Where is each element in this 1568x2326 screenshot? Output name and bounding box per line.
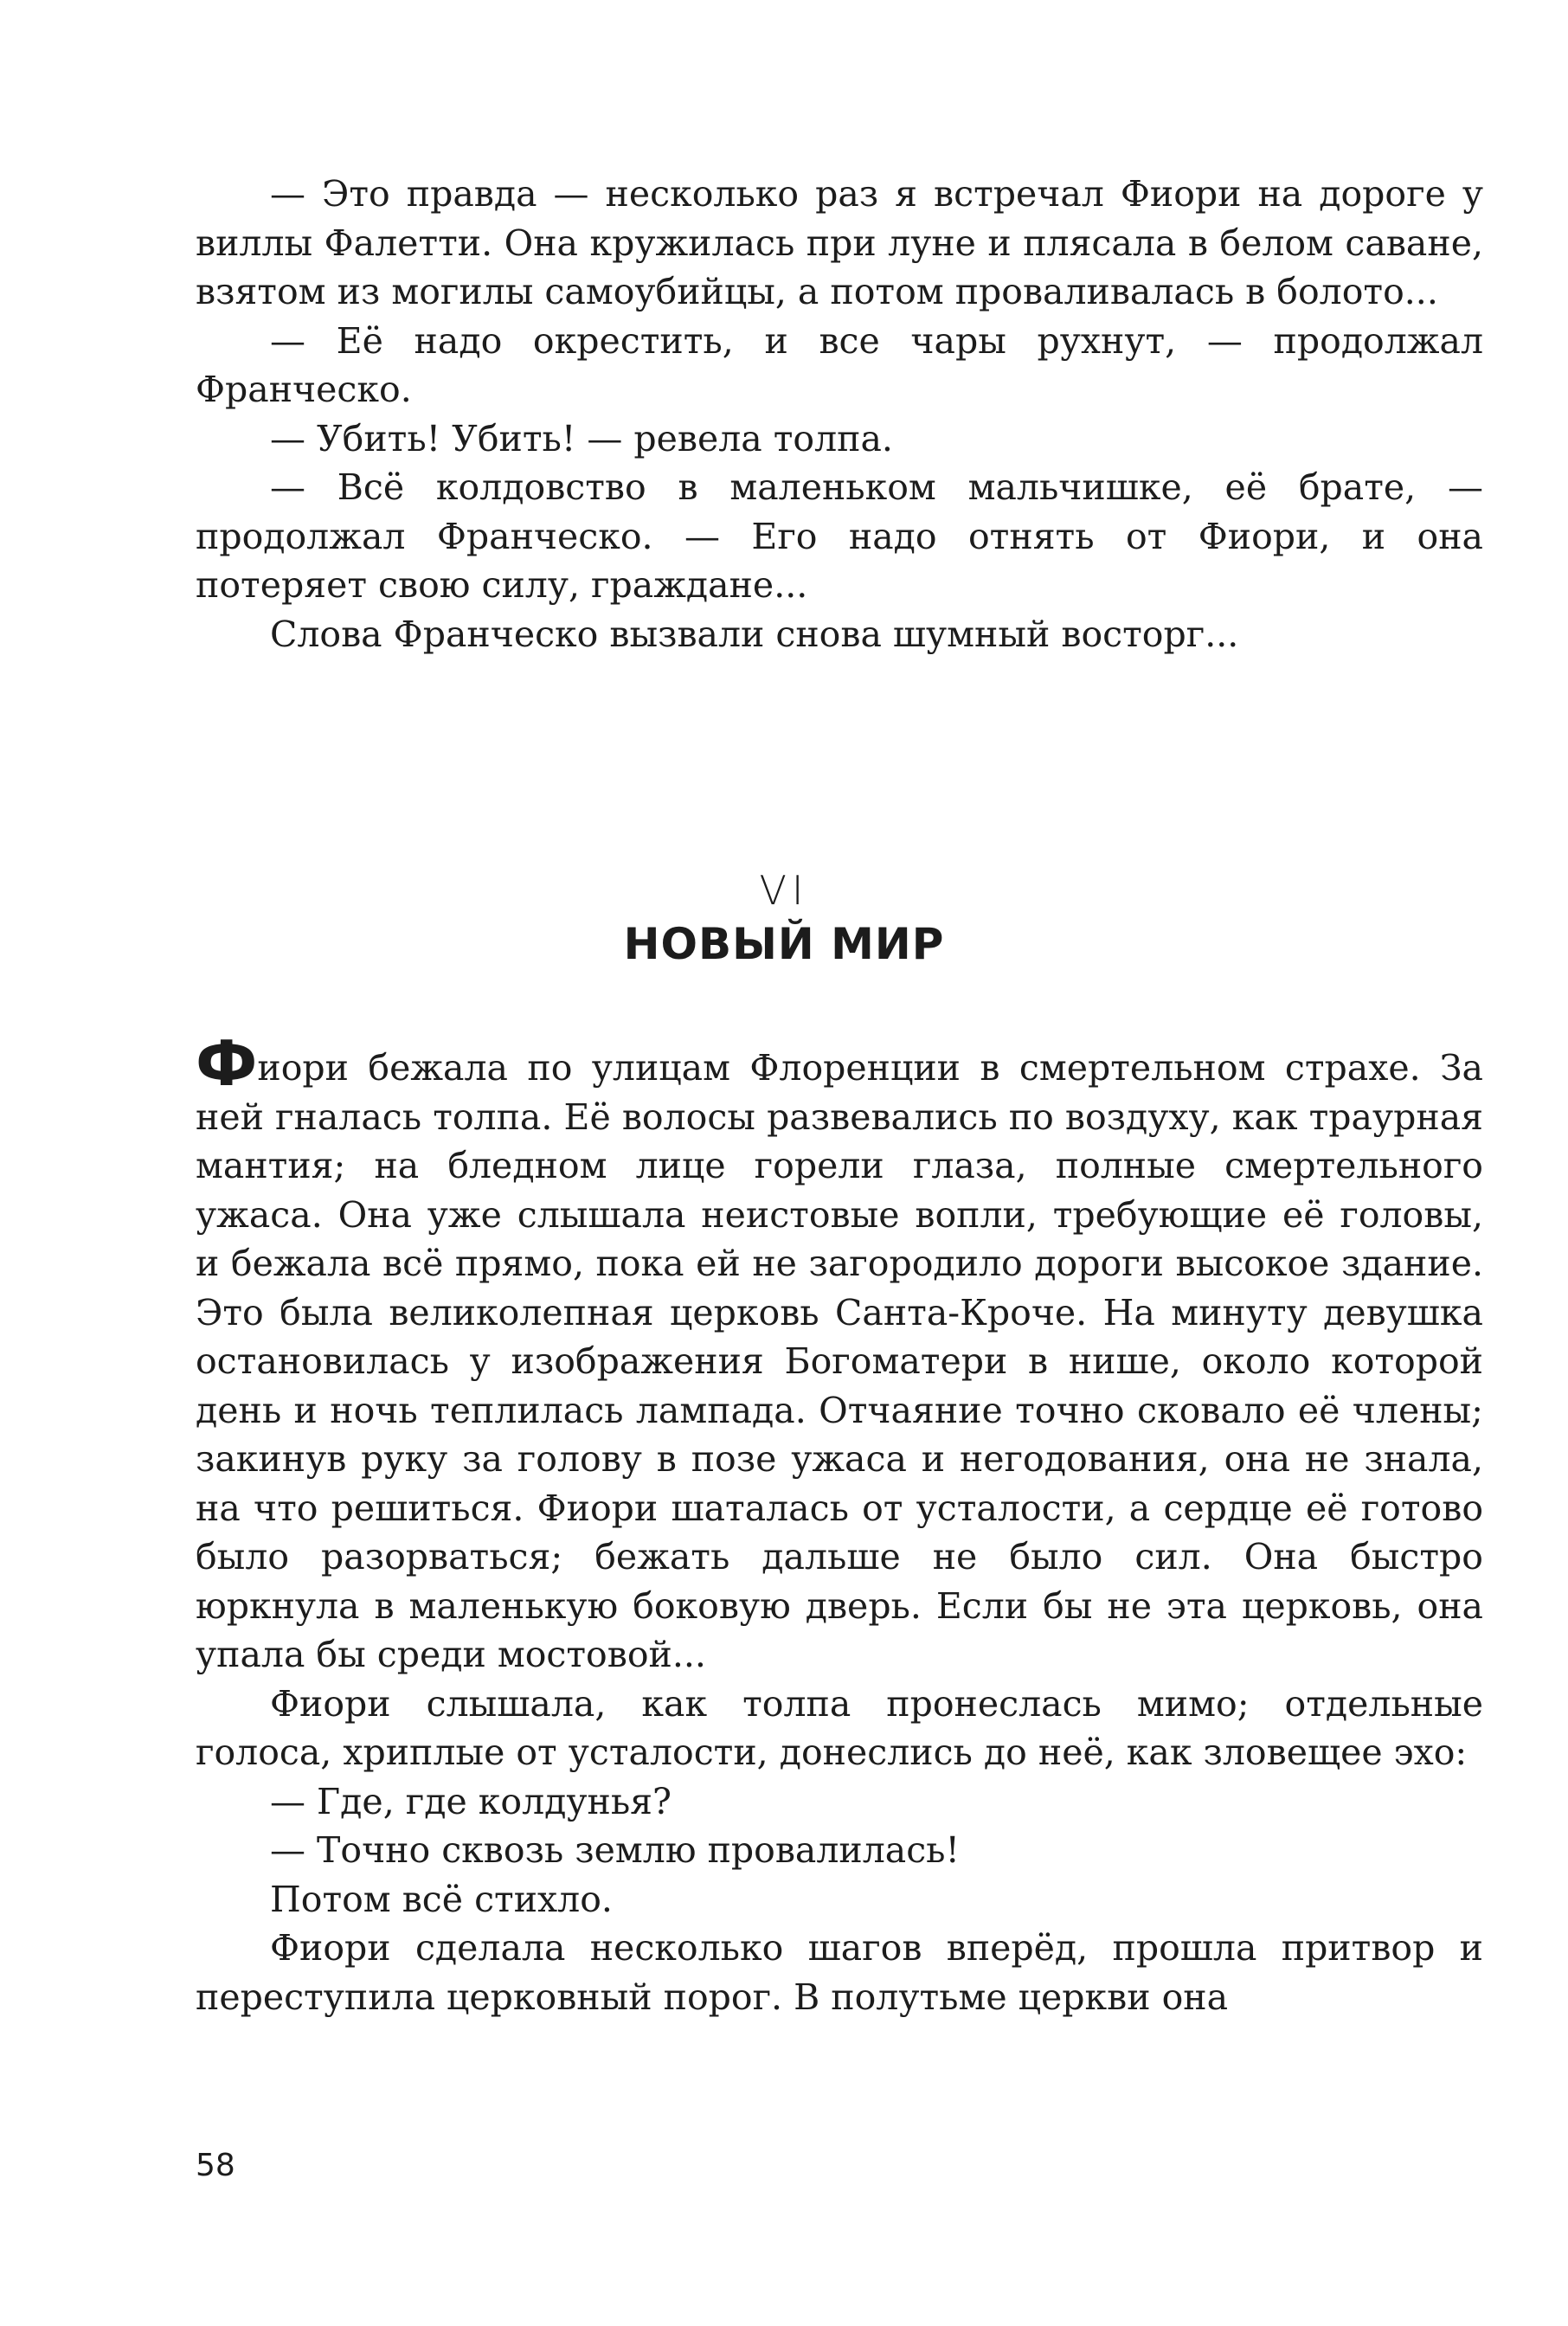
chapter-title: НОВЫЙ МИР	[623, 919, 945, 969]
first-paragraph	[196, 1027, 1483, 1680]
paragraph: Потом всё стихло.	[270, 1878, 613, 1920]
text-block-top	[196, 170, 1483, 659]
paragraph: Слова Франческо вызвали снова шумный восторг...	[270, 613, 1239, 655]
chapter-number: VI	[759, 867, 809, 914]
paragraph: Фиори слышала, как толпа пронеслась мимо; отдельные голоса, хриплые от усталости, донеслись до неё, как зловещее эхо:	[196, 1682, 1483, 1773]
drop-cap: Ф	[196, 1027, 258, 1100]
paragraph: — Её надо окрестить, и все чары рухнут, — продолжал Франческо.	[196, 319, 1483, 410]
paragraph: — Где, где колдунья?	[270, 1780, 672, 1822]
paragraph: — Точно сквозь землю провалилась!	[270, 1829, 960, 1871]
page-number: 58	[196, 2148, 235, 2183]
paragraph: Фиори сделала несколько шагов вперёд, прошла притвор и переступила церковный порог. В полутьме церкви она	[196, 1927, 1483, 2018]
paragraph: — Всё колдовство в маленьком мальчишке, её брате, — продолжал Франческо. — Его надо отнять от Фиори, и она потеряет свою силу, граждане...	[196, 466, 1483, 606]
paragraph: — Это правда — несколько раз я встречал Фиори на дороге у виллы Фалетти. Она кружилась при луне и плясала в белом саване, взятом из могилы самоубийцы, а потом проваливалась в болото...	[196, 173, 1483, 312]
paragraph: — Убить! Убить! — ревела толпа.	[270, 417, 893, 459]
chapter-text	[196, 1027, 1483, 2021]
first-paragraph-text: иори бежала по улицам Флоренции в смертельном страхе. За ней гналась толпа. Её волосы развевались по воздуху, как траурная мантия; на бледном лице горели глаза, полные смертельного ужаса. Она уже слышала неистовые вопли, требующие её головы, и бежала всё прямо, пока ей не загородило дороги высокое здание. Это была великолепная церковь Санта-Кроче. На минуту девушка остановилась у изображения Богоматери в нише, около которой день и ночь теплилась лампада. Отчаяние точно сковало её члены; закинув руку за голову в позе ужаса и негодования, она не знала, на что решиться. Фиори шаталась от усталости, а сердце её готово было разорваться; бежать дальше не было сил. Она быстро юркнула в маленькую боковую дверь. Если бы не эта церковь, она упала бы среди мостовой...	[196, 1047, 1483, 1675]
